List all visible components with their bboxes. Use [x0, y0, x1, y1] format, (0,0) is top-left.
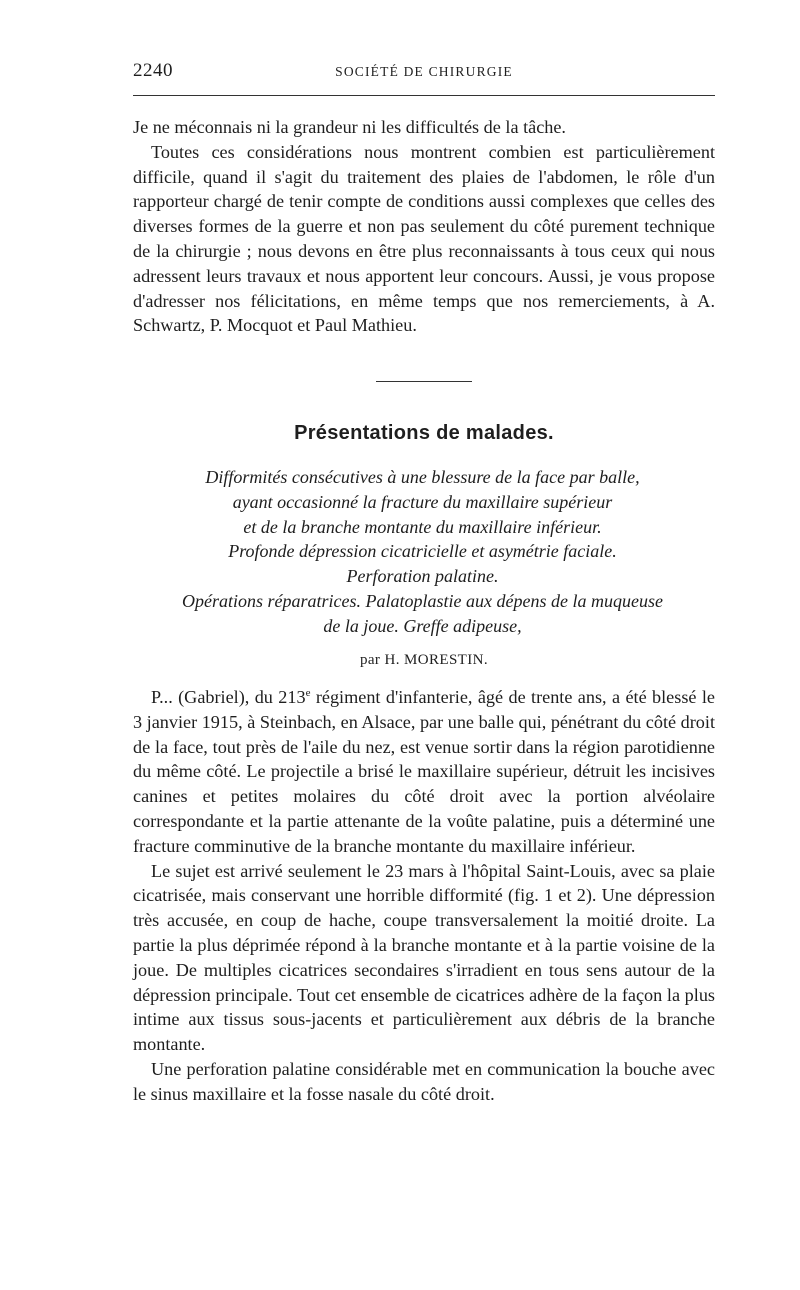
subtitle-line: ayant occasionné la fracture du maxillaire supérieur — [232, 491, 613, 512]
subtitle-line: de la joue. Greffe adipeuse, — [323, 615, 522, 636]
author-byline: par H. MORESTIN. — [359, 652, 489, 668]
page-header — [133, 60, 715, 84]
body-paragraph-2: Le sujet est arrivé seulement le 23 mars à l'hôpital Saint-Louis, avec sa plaie cicatrisée, mais conservant une horrible difformité (fig. 1 et 2). Une dépression très accusée, en coup de hache, coupe transversalement la moitié droite. La partie la plus déprimée répond à la branche montante et à la partie voisine de la joue. De multiples cicatrices secondaires s'irradient en tous sens autour de la dépression principale. Tout cet ensemble de cicatrices adhère de la façon la plus intime aux tissus sous-jacents et particulièrement aux débris de la branche montante. — [133, 860, 715, 1055]
ordinal-superscript: e — [305, 686, 311, 699]
paragraph-1-start: P... (Gabriel), du 213 — [151, 687, 306, 707]
running-head: SOCIÉTÉ DE CHIRURGIE — [335, 64, 513, 79]
section-title: Présentations de malades. — [294, 422, 554, 444]
header-rule — [133, 95, 715, 96]
paragraph-1-rest: régiment d'infanterie, âgé de trente ans, a été blessé le 3 janvier 1915, à Steinbach, en Alsace, par une balle qui, pénétrant du côté droit de la face, tout près de l'aile du nez, est venue sortir dans la région parotidienne du même côté. Le projectile a brisé le maxillaire supérieur, détruit les incisives canines et petites molaires du côté droit avec la portion alvéolaire correspondante et la partie attenante de la voûte palatine, puis a déterminé une fracture comminutive de la branche montante du maxillaire inférieur. — [133, 687, 715, 856]
article-subtitle — [110, 465, 735, 639]
section-separator — [376, 381, 472, 382]
subtitle-line: Opérations réparatrices. Palatoplastie aux dépens de la muqueuse — [182, 590, 663, 611]
body-text — [133, 685, 715, 1107]
intro-paragraph-2: Toutes ces considérations nous montrent combien est particulièrement difficile, quand il s'agit du traitement des plaies de l'abdomen, le rôle d'un rapporteur chargé de tenir compte de conditions aussi complexes que celles des diverses formes de la guerre et non pas seulement du côté purement technique de la chirurgie ; nous devons en être plus reconnaissants à tous ceux qui nous adressent leurs travaux et nous apportent leur concours. Aussi, je vous propose d'adresser nos félicitations, en même temps que nos remerciements, à A. Schwartz, P. Mocquot et Paul Mathieu. — [133, 141, 715, 336]
body-paragraph-1 — [133, 685, 715, 859]
subtitle-line: Difformités consécutives à une blessure de la face par balle, — [205, 467, 640, 487]
page-number: 2240 — [133, 60, 173, 81]
intro-paragraph-1: Je ne méconnais ni la grandeur ni les difficultés de la tâche. — [133, 117, 566, 137]
subtitle-line: Profonde dépression cicatricielle et asymétrie faciale. — [228, 541, 617, 562]
subtitle-line: et de la branche montante du maxillaire inférieur. — [243, 516, 602, 537]
body-paragraph-3: Une perforation palatine considérable met en communication la bouche avec le sinus maxillaire et la fosse nasale du côté droit. — [133, 1058, 715, 1104]
intro-text — [133, 115, 715, 338]
subtitle-line: Perforation palatine. — [346, 566, 499, 587]
